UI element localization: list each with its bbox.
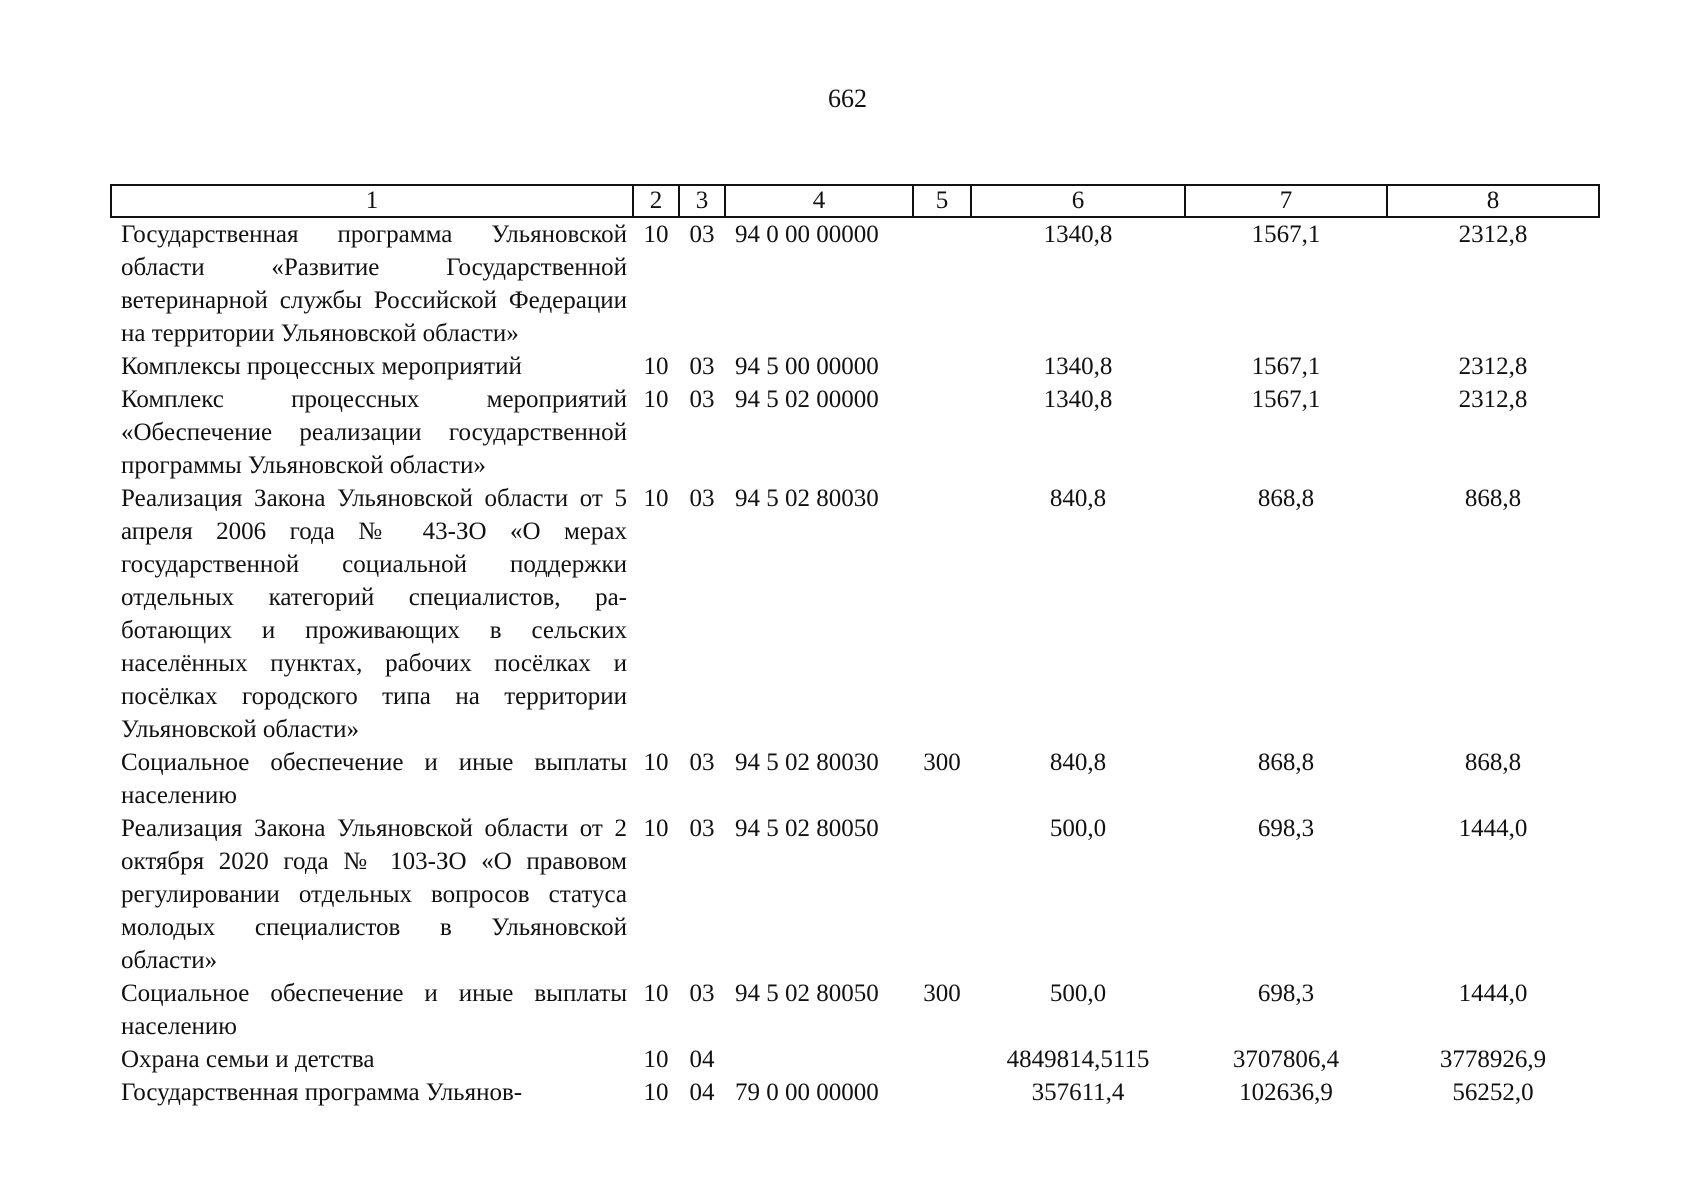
row-target-code: 94 5 02 80050 [735,980,879,1007]
table-row [111,217,1599,350]
row-name: Реализация Закона Ульяновской области от 2 октября 2020 года № 103-ЗО «О правовом регулировании отдельных вопросов статуса молодых специалистов в Ульяновской области» [121,815,627,974]
row-subsection: 03 [689,980,715,1007]
row-subsection: 04 [689,1046,715,1073]
row-amount-6: 840,8 [1049,485,1107,512]
row-target-code: 94 5 02 80050 [735,815,879,842]
row-name: Охрана семьи и детства [121,1046,375,1073]
table-row [111,383,1599,482]
table-row [111,350,1599,383]
row-name: Реализация Закона Ульяновской области от 5 апреля 2006 года № 43-ЗО «О мерах государственной социальной поддержки отдельных категорий специалистов, работающих и проживающих в сельских населённых пунктах, рабочих посёлках и посёлках городского типа на территории Ульяновской области» [121,485,627,743]
row-section: 10 [643,749,669,776]
row-subsection: 03 [689,749,715,776]
row-expense-type [913,383,971,482]
row-target-code: 94 5 00 00000 [735,353,879,380]
table-row [111,977,1599,1043]
budget-table [110,184,1600,1109]
row-amount-7: 698,3 [1257,815,1315,842]
row-amount-8: 868,8 [1464,485,1522,512]
row-section: 10 [643,485,669,512]
row-amount-7: 1567,1 [1251,386,1321,413]
column-header-7: 7 [1185,185,1387,217]
table-body [111,217,1599,1109]
row-amount-6: 357611,4 [1031,1079,1125,1106]
row-target-code: 94 5 02 00000 [735,386,879,413]
row-amount-6: 1340,8 [1043,221,1113,248]
row-name: Комплекс процессных мероприятий «Обеспечение реализации государственной программы Ульяновской области» [121,386,627,479]
column-header-2: 2 [633,185,679,217]
table-row [111,746,1599,812]
column-header-5: 5 [913,185,971,217]
column-header-6: 6 [971,185,1185,217]
row-expense-type [913,350,971,383]
table-row [111,1076,1599,1109]
row-amount-7: 1567,1 [1251,221,1321,248]
row-amount-8: 3778926,9 [1439,1046,1547,1073]
row-amount-7: 698,3 [1257,980,1315,1007]
row-subsection: 03 [689,815,715,842]
row-name: Государственная программа Ульянов- [121,1079,523,1106]
table-row [111,1043,1599,1076]
row-name: Государственная программа Ульяновской области «Развитие Государственной ветеринарной службы Российской Федерации на территории Ульяновской области» [121,221,627,347]
row-subsection: 03 [689,221,715,248]
row-amount-6: 500,0 [1049,980,1107,1007]
column-header-3: 3 [679,185,725,217]
row-amount-8: 868,8 [1464,749,1522,776]
row-subsection: 03 [689,485,715,512]
row-name: Социальное обеспечение и иные выплаты населению [121,749,627,809]
column-header-1: 1 [111,185,633,217]
row-subsection: 04 [689,1079,715,1106]
row-section: 10 [643,386,669,413]
table-row [111,482,1599,746]
row-target-code: 94 5 02 80030 [735,485,879,512]
row-amount-6: 1340,8 [1043,353,1113,380]
row-expense-type: 300 [923,749,961,776]
row-section: 10 [643,1079,669,1106]
row-target-code: 94 0 00 00000 [735,221,879,248]
page-number: 662 [828,84,867,113]
row-target-code: 94 5 02 80030 [735,749,879,776]
table-row [111,812,1599,977]
row-amount-7: 868,8 [1257,485,1315,512]
row-amount-7: 102636,9 [1239,1079,1333,1106]
row-section: 10 [643,1046,669,1073]
row-expense-type [913,1043,971,1076]
row-expense-type: 300 [923,980,961,1007]
row-amount-7: 3707806,4 [1232,1046,1340,1073]
row-amount-8: 1444,0 [1458,980,1528,1007]
column-header-4: 4 [725,185,913,217]
row-target-code [725,1043,913,1076]
row-amount-6: 4849814,5115 [1006,1046,1150,1073]
row-expense-type [913,1076,971,1109]
row-amount-8: 2312,8 [1458,386,1528,413]
row-amount-8: 56252,0 [1452,1079,1534,1106]
row-amount-7: 1567,1 [1251,353,1321,380]
row-subsection: 03 [689,386,715,413]
row-section: 10 [643,815,669,842]
row-amount-6: 500,0 [1049,815,1107,842]
row-amount-8: 2312,8 [1458,221,1528,248]
column-header-8: 8 [1387,185,1599,217]
row-expense-type [913,812,971,977]
row-expense-type [913,482,971,746]
row-name: Социальное обеспечение и иные выплаты населению [121,980,627,1040]
row-subsection: 03 [689,353,715,380]
row-section: 10 [643,980,669,1007]
row-section: 10 [643,353,669,380]
row-amount-8: 1444,0 [1458,815,1528,842]
row-name: Комплексы процессных мероприятий [121,353,522,380]
row-amount-8: 2312,8 [1458,353,1528,380]
row-amount-6: 840,8 [1049,749,1107,776]
row-amount-6: 1340,8 [1043,386,1113,413]
header-row [111,185,1599,217]
row-amount-7: 868,8 [1257,749,1315,776]
row-section: 10 [643,221,669,248]
row-target-code: 79 0 00 00000 [735,1079,879,1106]
row-expense-type [913,217,971,350]
